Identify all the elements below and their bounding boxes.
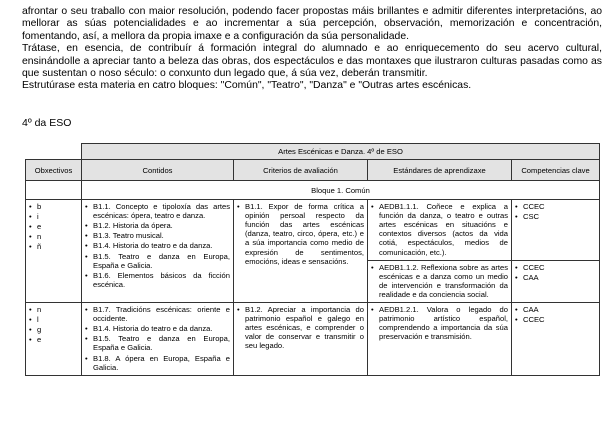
list-item: • CCEC [515, 202, 596, 211]
header-criteria: Criterios de avaliación [234, 160, 368, 181]
contents-list [85, 202, 230, 289]
list-item: • ñ [29, 242, 78, 251]
list-item: • B1.5. Teatro e danza en Europa, España e Galicia. [85, 334, 230, 352]
list-item: • AEDB1.2.1. Valora o legado do patrimonio artístico español, comprendendo a importancia da súa preservación e transmisión. [371, 305, 508, 341]
competencies-list [515, 263, 596, 282]
table-header-row [26, 160, 600, 181]
criteria-list [237, 305, 364, 350]
competencies-list [515, 305, 596, 324]
table-row [26, 200, 600, 261]
list-item: • AEDB1.1.1. Coñece e explica a función da danza, o teatro e outras artes escénicas en situacións e contextos diversos (actos da vida cotiá, espectáculos, medios de comunicación, etc.). [371, 202, 508, 257]
list-item: • B1.3. Teatro musical. [85, 231, 230, 240]
header-objectives: Obxectivos [26, 160, 82, 181]
list-item: • AEDB1.1.2. Reflexiona sobre as artes escénicas e a danza como un medio de intervención e transformación da realidade e da conciencia social. [371, 263, 508, 299]
section-heading: 4º da ESO [22, 117, 72, 129]
header-standards: Estándares de aprendizaxe [368, 160, 512, 181]
list-item: • B1.8. A ópera en Europa, España e Galicia. [85, 354, 230, 372]
table-title: Artes Escénicas e Danza. 4º de ESO [82, 144, 600, 160]
list-item: • l [29, 315, 78, 324]
standards-list [371, 305, 508, 341]
list-item: • e [29, 335, 78, 344]
intro-paragraph-1: afrontar o seu traballo con maior resolución, podendo facer propostas máis brillantes e admitir diferentes interpretacións, ao mellorar as súas potencialidades e ao incrementar a súa percepción, observación, memorización e concentración, fomentando, así, a mellora da propia imaxe e a configuración da súa personalidade. [22, 6, 602, 42]
list-item: • CCEC [515, 263, 596, 272]
intro-paragraph-2: Trátase, en esencia, de contribuír á formación integral do alumnado e ao enriquecemento do seu acervo cultural, ensinándolle a apreciar tanto a beleza das obras, dos espectáculos e das montaxes que ilustraron culturas pasadas como as que sustentan o noso século: o conxunto dun legado que, á súa vez, deberán transmitir. [22, 43, 602, 80]
list-item: • B1.6. Elementos básicos da ficción escénica. [85, 271, 230, 289]
standards-list [371, 263, 508, 299]
list-item: • B1.4. Historia do teatro e da danza. [85, 324, 230, 333]
list-item: • CSC [515, 212, 596, 221]
header-competencies: Competencias clave [512, 160, 600, 181]
list-item: • B1.2. Apreciar a importancia do patrimonio español e galego en artes escénicas, e comprender o valor de conservar e transmitir o seu legado. [237, 305, 364, 350]
intro-paragraph-3: Estrutúrase esta materia en catro bloques: "Común", "Teatro", "Danza" e "Outras artes escénicas. [22, 80, 472, 92]
criteria-list [237, 202, 364, 266]
list-item: • g [29, 325, 78, 334]
list-item: • CCEC [515, 315, 596, 324]
contents-list [85, 305, 230, 372]
list-item: • CAA [515, 305, 596, 314]
list-item: • b [29, 202, 78, 211]
block-title-row [26, 181, 600, 200]
objectives-list [29, 305, 78, 344]
list-item: • B1.1. Concepto e tipoloxía das artes escénicas: ópera, teatro e danza. [85, 202, 230, 220]
objectives-list [29, 202, 78, 251]
table-row [26, 303, 600, 376]
block-title: Bloque 1. Común [82, 181, 600, 200]
curriculum-table [25, 143, 600, 376]
list-item: • e [29, 222, 78, 231]
list-item: • B1.5. Teatro e danza en Europa, España e Galicia. [85, 252, 230, 270]
list-item: • n [29, 232, 78, 241]
list-item: • B1.7. Tradicións escénicas: oriente e occidente. [85, 305, 230, 323]
competencies-list [515, 202, 596, 221]
intro-text [22, 6, 602, 93]
standards-list [371, 202, 508, 257]
list-item: • B1.4. Historia do teatro e da danza. [85, 241, 230, 250]
list-item: • CAA [515, 273, 596, 282]
list-item: • i [29, 212, 78, 221]
list-item: • B1.2. Historia da ópera. [85, 221, 230, 230]
table-title-row [26, 144, 600, 160]
list-item: • B1.1. Expor de forma crítica a opinión persoal respecto da función das artes escénicas (danza, teatro, circo, ópera, etc.) e a súa importancia como medio de expresión de sentimentos, emocións, ideas e sensacións. [237, 202, 364, 266]
header-contents: Contidos [82, 160, 234, 181]
list-item: • n [29, 305, 78, 314]
